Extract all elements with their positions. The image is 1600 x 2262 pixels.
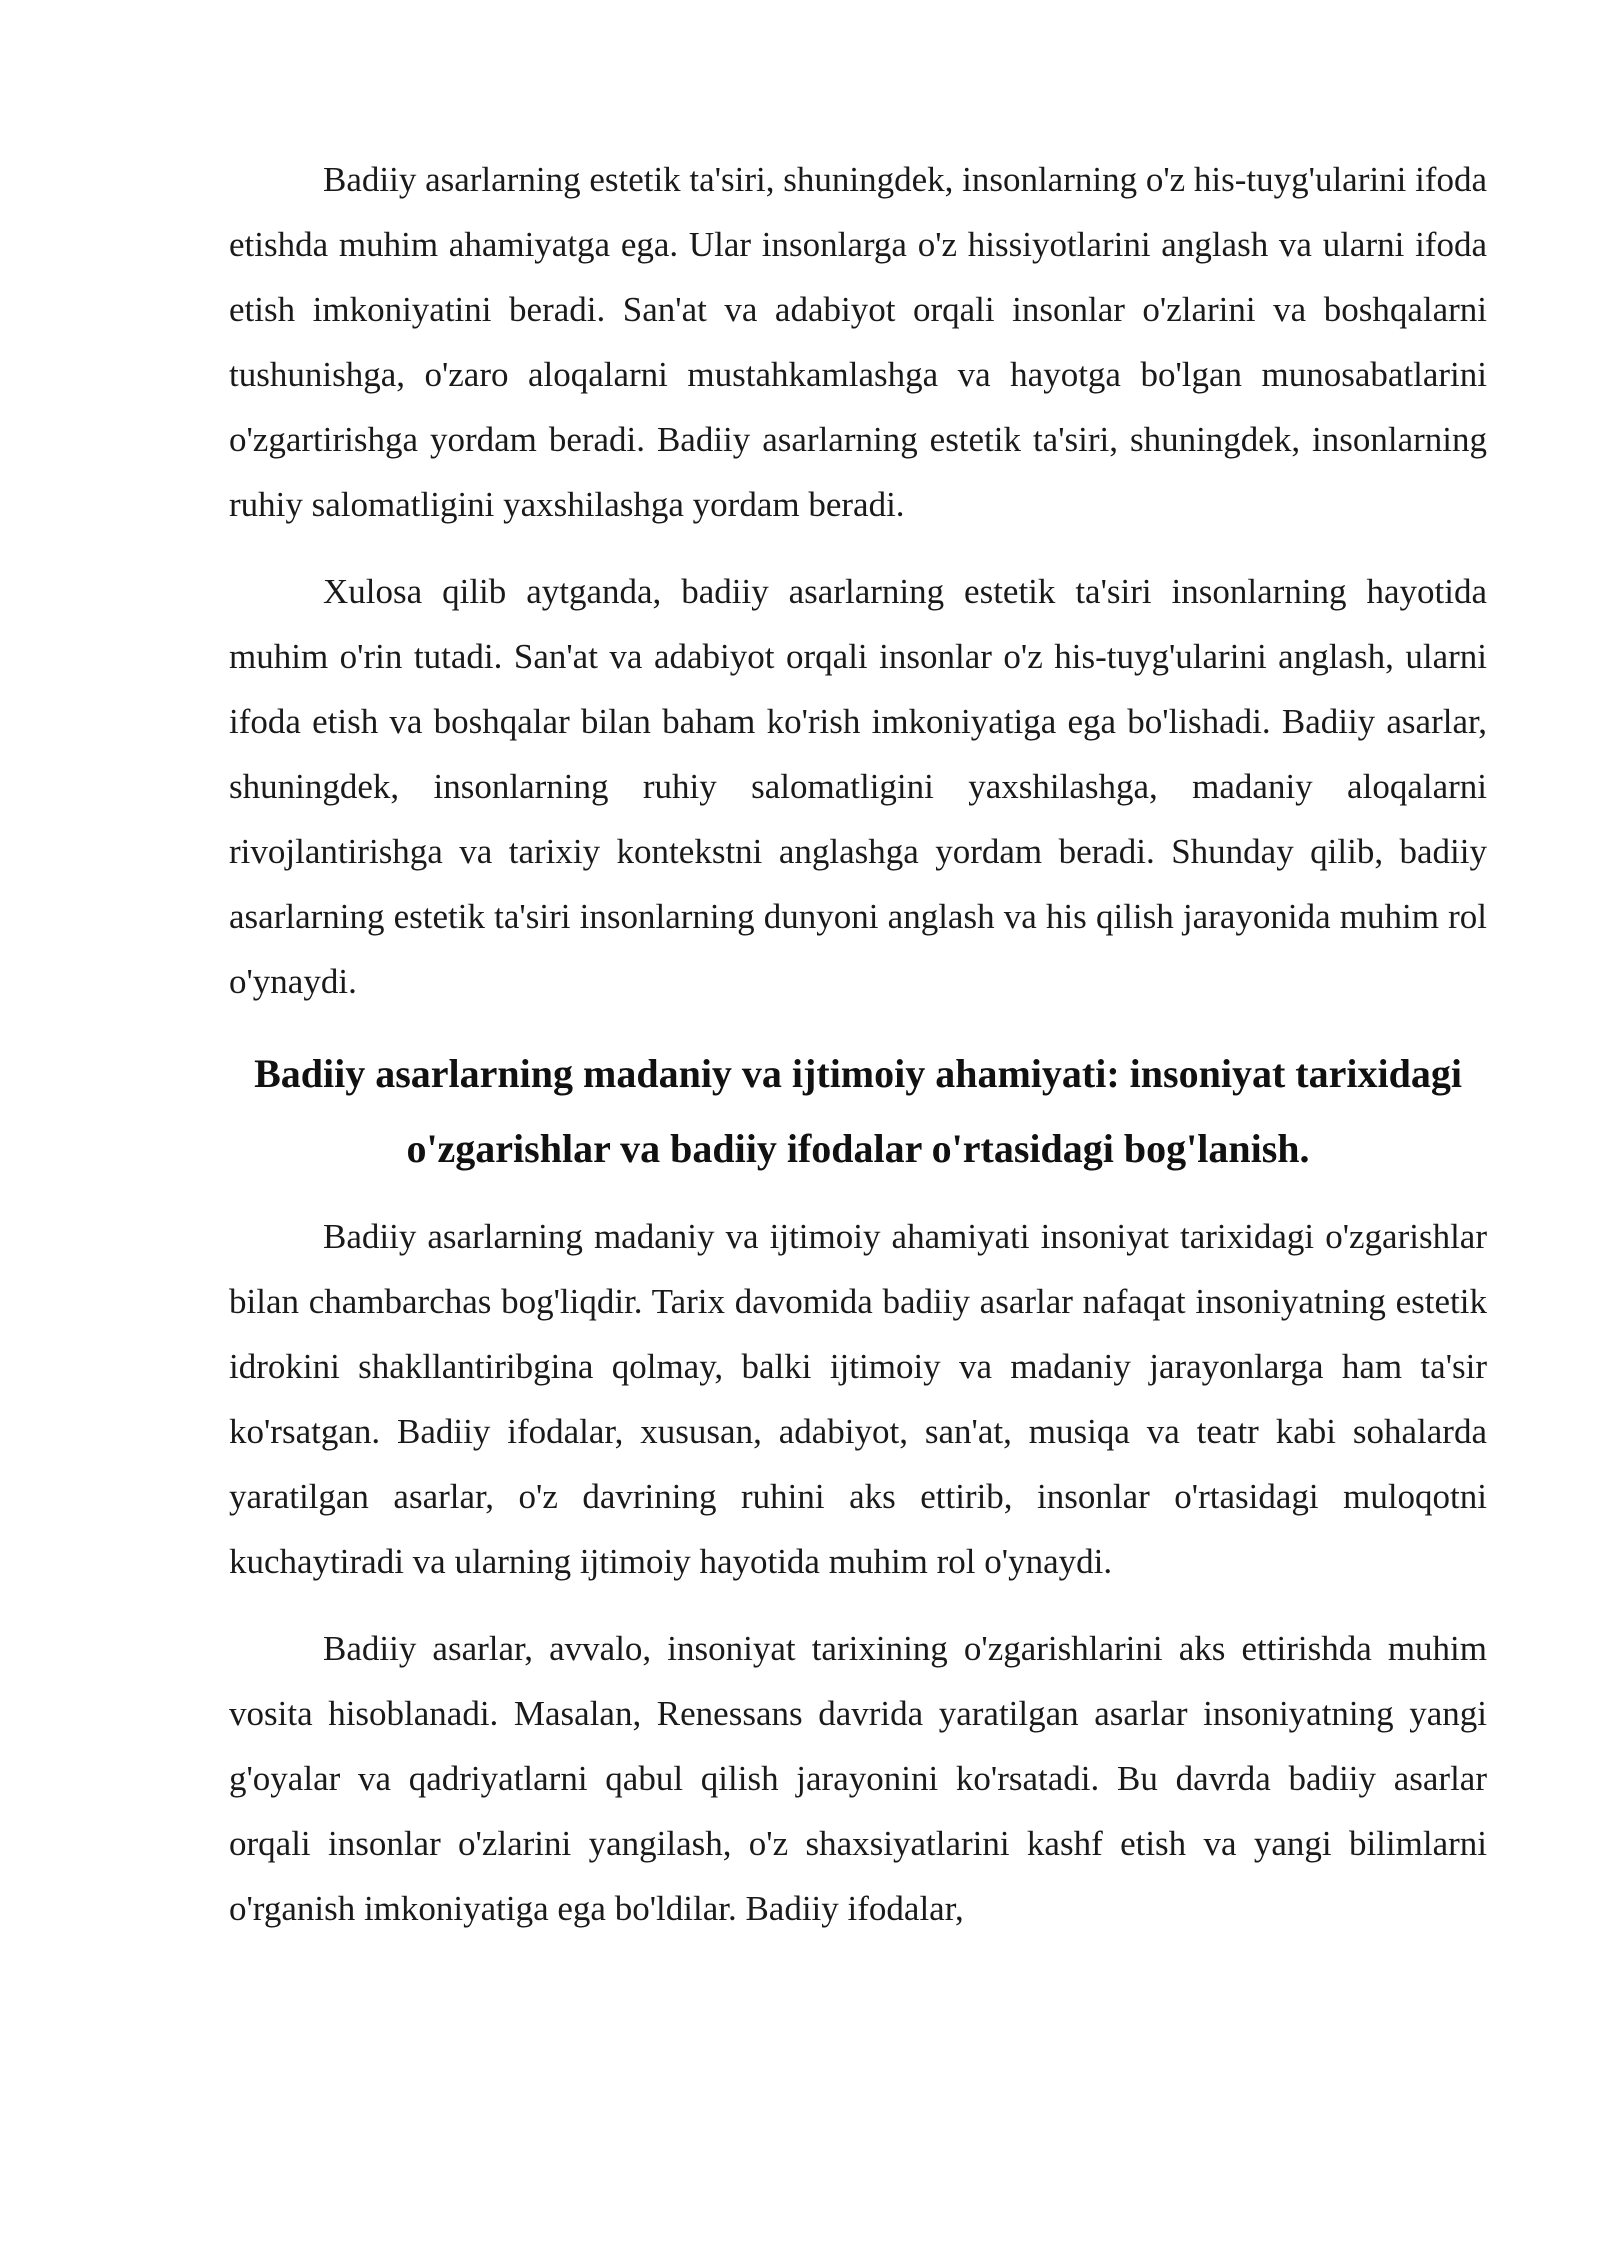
paragraph-2: Xulosa qilib aytganda, badiiy asarlarning estetik ta'siri insonlarning hayotida muhim o'rin tutadi. San'at va adabiyot orqali insonlar o'z his-tuyg'ularini anglash, ularni ifoda etish va boshqalar bilan baham ko'rish imkoniyatiga ega bo'lishadi. Badiiy asarlar, shuningdek, insonlarning ruhiy salomatligini yaxshilashga, madaniy aloqalarni rivojlantirishga va tarixiy kontekstni anglashga yordam beradi. Shunday qilib, badiiy asarlarning estetik ta'siri insonlarning dunyoni anglash va his qilish jarayonida muhim rol o'ynaydi.: [229, 572, 1487, 1001]
section-heading: Badiiy asarlarning madaniy va ijtimoiy ahamiyati: insoniyat tarixidagi o'zgarishlar va badiiy ifodalar o'rtasidagi bog'lanish.: [254, 1051, 1462, 1171]
paragraph-1: Badiiy asarlarning estetik ta'siri, shuningdek, insonlarning o'z his-tuyg'ularini ifoda etishda muhim ahamiyatga ega. Ular insonlarga o'z hissiyotlarini anglash va ularni ifoda etish imkoniyatini beradi. San'at va adabiyot orqali insonlar o'zlarini va boshqalarni tushunishga, o'zaro aloqalarni mustahkamlashga va hayotga bo'lgan munosabatlarini o'zgartirishga yordam beradi. Badiiy asarlarning estetik ta'siri, shuningdek, insonlarning ruhiy salomatligini yaxshilashga yordam beradi.: [229, 160, 1487, 524]
paragraph-4: Badiiy asarlar, avvalo, insoniyat tarixining o'zgarishlarini aks ettirishda muhim vosita hisoblanadi. Masalan, Renessans davrida yaratilgan asarlar insoniyatning yangi g'oyalar va qadriyatlarni qabul qilish jarayonini ko'rsatadi. Bu davrda badiiy asarlar orqali insonlar o'zlarini yangilash, o'z shaxsiyatlarini kashf etish va yangi bilimlarni o'rganish imkoniyatiga ega bo'ldilar. Badiiy ifodalar,: [229, 1629, 1487, 1928]
document-body: [229, 147, 1487, 1963]
paragraph-3: Badiiy asarlarning madaniy va ijtimoiy ahamiyati insoniyat tarixidagi o'zgarishlar bilan chambarchas bog'liqdir. Tarix davomida badiiy asarlar nafaqat insoniyatning estetik idrokini shakllantiribgina qolmay, balki ijtimoiy va madaniy jarayonlarga ham ta'sir ko'rsatgan. Badiiy ifodalar, xususan, adabiyot, san'at, musiqa va teatr kabi sohalarda yaratilgan asarlar, o'z davrining ruhini aks ettirib, insonlar o'rtasidagi muloqotni kuchaytiradi va ularning ijtimoiy hayotida muhim rol o'ynaydi.: [229, 1217, 1487, 1581]
